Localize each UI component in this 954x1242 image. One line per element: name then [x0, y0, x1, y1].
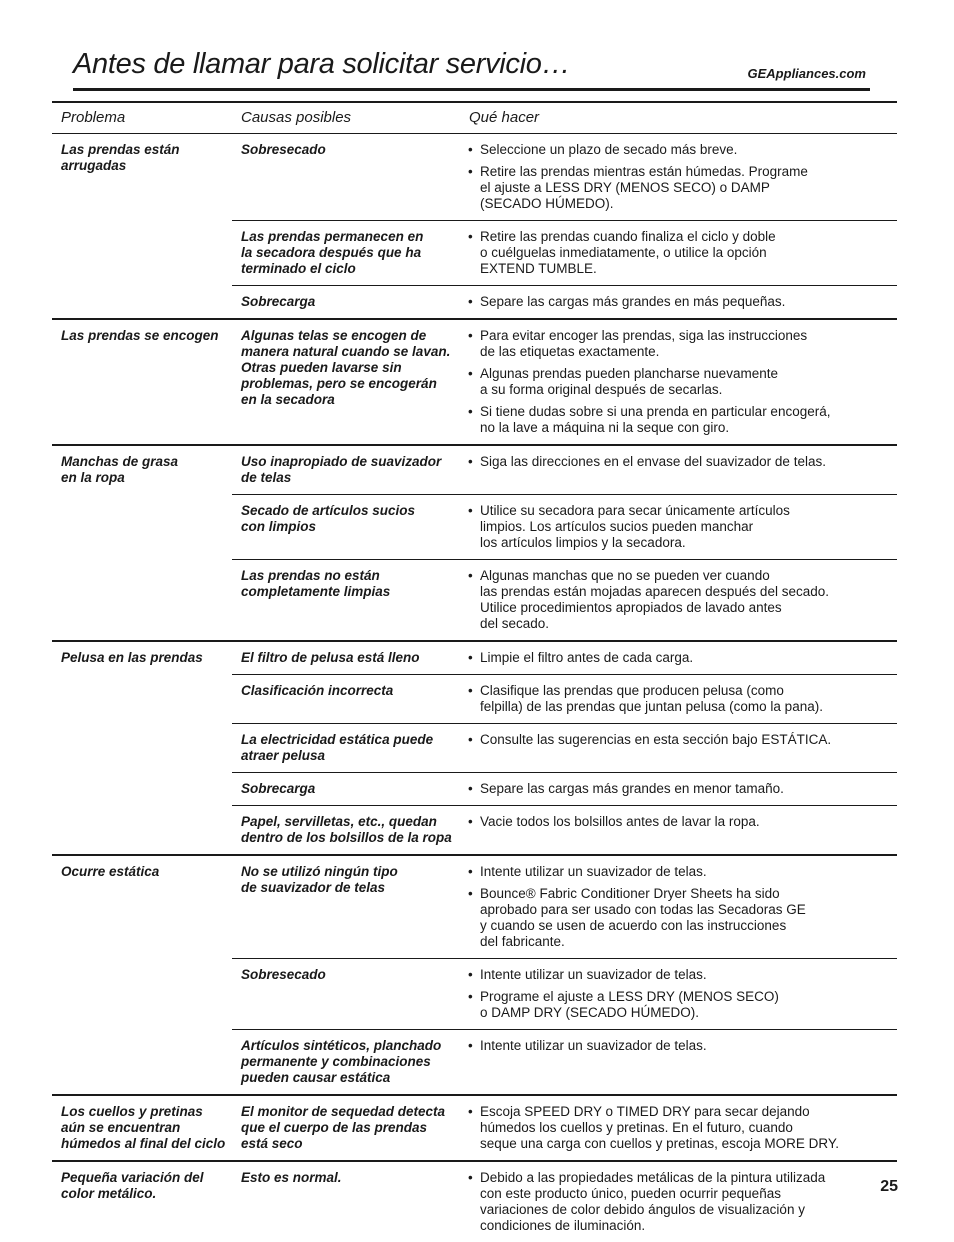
problem-label: Pequeña variación del color metálico. — [61, 1170, 204, 1201]
causes-list — [232, 134, 897, 318]
fix-item: • Separe las cargas más grandes en menor tamaño. — [468, 781, 897, 797]
cause-label: El monitor de sequedad detecta que el cuerpo de las prendas está seco — [241, 1104, 446, 1151]
table-row — [232, 1096, 897, 1160]
fix-item: • Si tiene dudas sobre si una prenda en particular encogerá, no la lave a máquina ni la seque con giro. — [468, 404, 897, 436]
table-header — [52, 101, 897, 134]
cause-label: Artículos sintéticos, planchado permanente y combinaciones pueden causar estática — [241, 1038, 442, 1085]
cause-label: Papel, servilletas, etc., quedan dentro de los bolsillos de la ropa — [241, 814, 452, 845]
fix-item: • Debido a las propiedades metálicas de la pintura utilizada con este producto único, pueden ocurrir pequeñas variaciones de color debido ángulos de visualización y condiciones de iluminación. — [468, 1170, 897, 1234]
fix-item: • Algunas prendas pueden plancharse nuevamente a su forma original después de secarlas. — [468, 366, 897, 398]
table-body — [52, 134, 897, 1242]
column-header-fix: Qué hacer — [469, 109, 540, 126]
cause-label: La electricidad estática puede atraer pelusa — [241, 732, 434, 763]
column-header-causes: Causas posibles — [241, 109, 352, 126]
fix-item: • Retire las prendas cuando finaliza el ciclo y doble o cuélguelas inmediatamente, o utilice la opción EXTEND TUMBLE. — [468, 229, 897, 277]
fix-item: • Retire las prendas mientras están húmedas. Programe el ajuste a LESS DRY (MENOS SECO) o DAMP (SECADO HÚMEDO). — [468, 164, 897, 212]
fix-list — [460, 814, 897, 846]
causes-list — [232, 320, 897, 444]
fix-item: • Escoja SPEED DRY o TIMED DRY para secar dejando húmedos los cuellos y pretinas. En el futuro, cuando seque una carga con cuellos y pretinas, escoja MORE DRY. — [468, 1104, 897, 1152]
fix-list — [460, 732, 897, 764]
cause-label: Las prendas no están completamente limpias — [241, 568, 391, 599]
column-header-problem: Problema — [61, 109, 126, 126]
fix-list — [460, 781, 897, 797]
cause-label: Uso inapropiado de suavizador de telas — [241, 454, 442, 485]
fix-list — [460, 650, 897, 666]
table-row — [232, 286, 897, 318]
problem-group — [52, 134, 897, 320]
fix-list — [460, 1170, 897, 1234]
site-url: GEAppliances.com — [747, 66, 866, 81]
cause-label: Sobresecado — [241, 967, 326, 982]
page-title: Antes de llamar para solicitar servicio… — [73, 48, 571, 80]
fix-item: • Intente utilizar un suavizador de telas. — [468, 1038, 897, 1054]
causes-list — [232, 1096, 897, 1160]
problem-group — [52, 642, 897, 856]
table-row — [232, 560, 897, 640]
causes-list — [232, 1162, 897, 1242]
troubleshooting-table — [52, 101, 897, 1242]
problem-group — [52, 446, 897, 642]
fix-item: • Consulte las sugerencias en esta sección bajo ESTÁTICA. — [468, 732, 897, 748]
fix-item: • Utilice su secadora para secar únicamente artículos limpios. Los artículos sucios pueden manchar los artículos limpios y la secadora. — [468, 503, 897, 551]
fix-list — [460, 967, 897, 1021]
table-row — [232, 1162, 897, 1242]
cause-label: Sobrecarga — [241, 781, 316, 796]
fix-item: • Siga las direcciones en el envase del suavizador de telas. — [468, 454, 897, 470]
page-number: 25 — [880, 1178, 898, 1195]
fix-item: • Intente utilizar un suavizador de telas. — [468, 864, 897, 880]
table-row — [232, 320, 897, 444]
problem-label: Los cuellos y pretinas aún se encuentran húmedos al final del ciclo — [61, 1104, 226, 1151]
fix-list — [460, 454, 897, 486]
causes-list — [232, 856, 897, 1094]
problem-label: Pelusa en las prendas — [61, 650, 203, 665]
table-row — [232, 806, 897, 854]
fix-list — [460, 683, 897, 715]
fix-item: • Algunas manchas que no se pueden ver cuando las prendas están mojadas aparecen después del secado. Utilice procedimientos apropiados de lavado antes del secado. — [468, 568, 897, 632]
fix-list — [460, 1104, 897, 1152]
fix-item: • Clasifique las prendas que producen pelusa (como felpilla) de las prendas que juntan pelusa (como la pana). — [468, 683, 897, 715]
fix-item: • Limpie el filtro antes de cada carga. — [468, 650, 897, 666]
table-row — [232, 959, 897, 1030]
fix-list — [460, 328, 897, 436]
fix-list — [460, 503, 897, 551]
cause-label: Las prendas permanecen en la secadora después que ha terminado el ciclo — [241, 229, 424, 276]
fix-item: • Vacie todos los bolsillos antes de lavar la ropa. — [468, 814, 897, 830]
fix-list — [460, 294, 897, 310]
table-row — [232, 446, 897, 495]
fix-item: • Programe el ajuste a LESS DRY (MENOS SECO) o DAMP DRY (SECADO HÚMEDO). — [468, 989, 897, 1021]
fix-list — [460, 568, 897, 632]
problem-label: Las prendas están arrugadas — [61, 142, 180, 173]
fix-item: • Bounce® Fabric Conditioner Dryer Sheets ha sido aprobado para ser usado con todas las Secadoras GE y cuando se usen de acuerdo con las instrucciones del fabricante. — [468, 886, 897, 950]
fix-list — [460, 864, 897, 950]
cause-label: El filtro de pelusa está lleno — [241, 650, 420, 665]
problem-group — [52, 1096, 897, 1162]
problem-label: Ocurre estática — [61, 864, 160, 879]
fix-item: • Separe las cargas más grandes en más pequeñas. — [468, 294, 897, 310]
problem-label: Manchas de grasa en la ropa — [61, 454, 179, 485]
cause-label: Sobresecado — [241, 142, 326, 157]
table-row — [232, 675, 897, 724]
problem-label: Las prendas se encogen — [61, 328, 219, 343]
causes-list — [232, 642, 897, 854]
cause-label: Esto es normal. — [241, 1170, 342, 1185]
table-row — [232, 773, 897, 806]
cause-label: Clasificación incorrecta — [241, 683, 394, 698]
problem-group — [52, 856, 897, 1096]
causes-list — [232, 446, 897, 640]
fix-list — [460, 142, 897, 212]
table-row — [232, 495, 897, 560]
cause-label: Algunas telas se encogen de manera natural cuando se lavan. Otras pueden lavarse sin problemas, pero se encogerán en la secadora — [241, 328, 451, 407]
fix-list — [460, 1038, 897, 1086]
fix-item: • Seleccione un plazo de secado más breve. — [468, 142, 897, 158]
cause-label: Sobrecarga — [241, 294, 316, 309]
table-row — [232, 221, 897, 286]
cause-label: No se utilizó ningún tipo de suavizador de telas — [241, 864, 398, 895]
page-header — [73, 46, 870, 91]
fix-item: • Para evitar encoger las prendas, siga las instrucciones de las etiquetas exactamente. — [468, 328, 897, 360]
table-row — [232, 642, 897, 675]
table-row — [232, 724, 897, 773]
table-row — [232, 134, 897, 221]
table-row — [232, 856, 897, 959]
table-row — [232, 1030, 897, 1094]
fix-list — [460, 229, 897, 277]
cause-label: Secado de artículos sucios con limpios — [241, 503, 416, 534]
problem-group — [52, 320, 897, 446]
problem-group — [52, 1162, 897, 1242]
fix-item: • Intente utilizar un suavizador de telas. — [468, 967, 897, 983]
